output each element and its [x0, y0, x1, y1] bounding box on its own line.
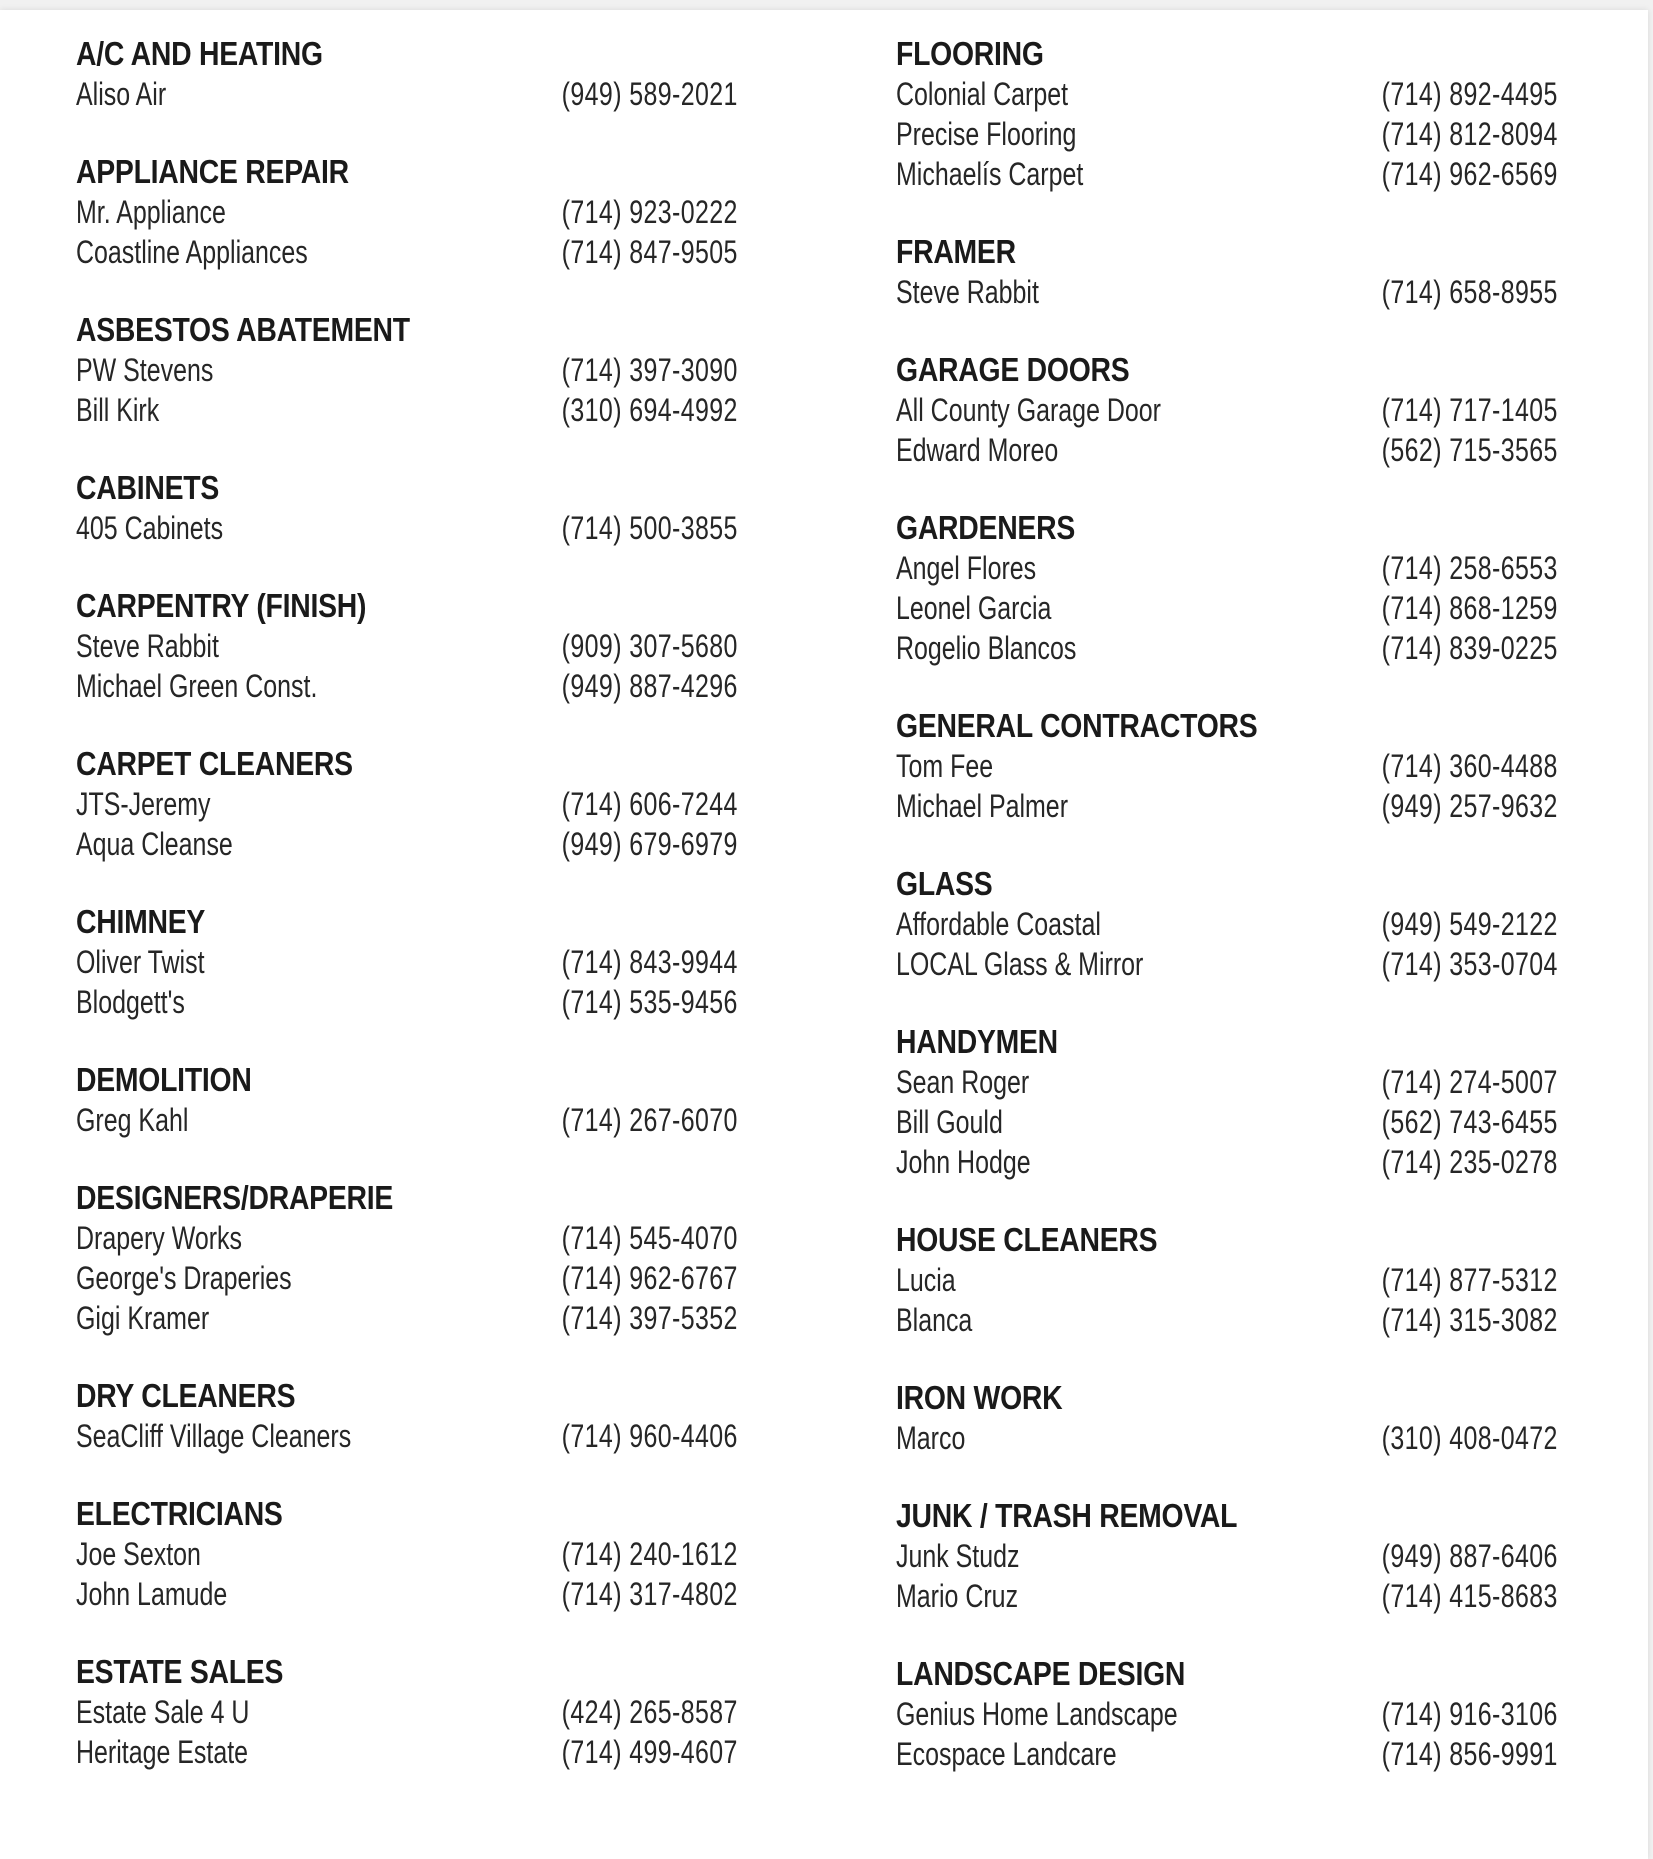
contact-entry: [76, 1574, 738, 1614]
contact-phone: (949) 589-2021: [561, 76, 738, 112]
contact-name: John Lamude: [76, 1576, 228, 1612]
contact-entry: [896, 1300, 1558, 1340]
contact-name: Aliso Air: [76, 76, 167, 112]
contact-entry: [896, 390, 1558, 430]
category-title: HANDYMEN: [896, 1023, 1058, 1060]
contact-entry: [76, 1298, 738, 1338]
category-title: CARPET CLEANERS: [76, 745, 353, 782]
category-title: IRON WORK: [896, 1379, 1063, 1416]
contact-name: Steve Rabbit: [896, 274, 1039, 310]
category-title: FRAMER: [896, 233, 1016, 270]
contact-entry: [76, 74, 738, 114]
directory-page: [0, 10, 1648, 1859]
contact-phone: (714) 960-4406: [561, 1418, 738, 1454]
category-section: [896, 864, 1558, 984]
category-title: ESTATE SALES: [76, 1653, 284, 1690]
category-title: GENERAL CONTRACTORS: [896, 707, 1258, 744]
contact-phone: (714) 877-5312: [1381, 1262, 1558, 1298]
category-section: [896, 1378, 1558, 1458]
contact-entry: [76, 192, 738, 232]
contact-entry: [896, 746, 1558, 786]
contact-entry: [76, 1416, 738, 1456]
contact-name: Tom Fee: [896, 748, 994, 784]
contact-entry: [896, 1142, 1558, 1182]
category-title: ASBESTOS ABATEMENT: [76, 311, 410, 348]
contact-name: Mr. Appliance: [76, 194, 226, 230]
contact-phone: (714) 606-7244: [561, 786, 738, 822]
contact-phone: (714) 397-5352: [561, 1300, 738, 1336]
contact-entry: [896, 1418, 1558, 1458]
category-title: CARPENTRY (FINISH): [76, 587, 367, 624]
contact-name: Affordable Coastal: [896, 906, 1101, 942]
contact-phone: (714) 315-3082: [1381, 1302, 1558, 1338]
contact-entry: [76, 784, 738, 824]
contact-entry: [76, 1534, 738, 1574]
contact-phone: (714) 916-3106: [1381, 1696, 1558, 1732]
contact-phone: (909) 307-5680: [561, 628, 738, 664]
contact-phone: (949) 549-2122: [1381, 906, 1558, 942]
contact-entry: [896, 628, 1558, 668]
category-section: [896, 706, 1558, 826]
contact-name: Coastline Appliances: [76, 234, 308, 270]
contact-name: Michaelís Carpet: [896, 156, 1084, 192]
contact-phone: (949) 679-6979: [561, 826, 738, 862]
contact-phone: (714) 545-4070: [561, 1220, 738, 1256]
contact-name: 405 Cabinets: [76, 510, 224, 546]
contact-name: Estate Sale 4 U: [76, 1694, 250, 1730]
contact-entry: [76, 1218, 738, 1258]
category-section: [76, 310, 738, 430]
contact-name: Mario Cruz: [896, 1578, 1019, 1614]
contact-entry: [76, 508, 738, 548]
category-title: GARAGE DOORS: [896, 351, 1130, 388]
contact-name: Colonial Carpet: [896, 76, 1069, 112]
contact-name: Gigi Kramer: [76, 1300, 210, 1336]
contact-name: JTS-Jeremy: [76, 786, 211, 822]
contact-phone: (714) 868-1259: [1381, 590, 1558, 626]
contact-name: Junk Studz: [896, 1538, 1020, 1574]
contact-name: Steve Rabbit: [76, 628, 219, 664]
contact-name: Blodgett's: [76, 984, 185, 1020]
contact-entry: [896, 588, 1558, 628]
contact-phone: (714) 839-0225: [1381, 630, 1558, 666]
contact-name: All County Garage Door: [896, 392, 1161, 428]
category-section: [76, 1376, 738, 1456]
contact-entry: [76, 390, 738, 430]
category-title: LANDSCAPE DESIGN: [896, 1655, 1186, 1692]
contact-phone: (714) 856-9991: [1381, 1736, 1558, 1772]
category-title: CHIMNEY: [76, 903, 206, 940]
contact-phone: (714) 267-6070: [561, 1102, 738, 1138]
category-section: [896, 508, 1558, 668]
contact-entry: [76, 982, 738, 1022]
contact-entry: [896, 114, 1558, 154]
contact-name: Blanca: [896, 1302, 973, 1338]
contact-entry: [76, 824, 738, 864]
contact-name: Edward Moreo: [896, 432, 1059, 468]
contact-name: Bill Kirk: [76, 392, 160, 428]
contact-phone: (714) 317-4802: [561, 1576, 738, 1612]
contact-name: Michael Green Const.: [76, 668, 318, 704]
category-section: [76, 1060, 738, 1140]
contact-entry: [76, 626, 738, 666]
contact-phone: (714) 500-3855: [561, 510, 738, 546]
contact-name: SeaCliff Village Cleaners: [76, 1418, 352, 1454]
category-title: HOUSE CLEANERS: [896, 1221, 1158, 1258]
contact-name: Genius Home Landscape: [896, 1696, 1178, 1732]
category-section: [896, 350, 1558, 470]
contact-phone: (949) 887-6406: [1381, 1538, 1558, 1574]
contact-phone: (714) 353-0704: [1381, 946, 1558, 982]
contact-phone: (714) 397-3090: [561, 352, 738, 388]
left-column: [76, 34, 738, 1810]
contact-phone: (714) 535-9456: [561, 984, 738, 1020]
category-section: [76, 586, 738, 706]
contact-name: Lucia: [896, 1262, 956, 1298]
contact-phone: (714) 962-6767: [561, 1260, 738, 1296]
category-section: [896, 1496, 1558, 1616]
category-title: ELECTRICIANS: [76, 1495, 283, 1532]
contact-entry: [896, 1536, 1558, 1576]
contact-phone: (424) 265-8587: [561, 1694, 738, 1730]
contact-name: Drapery Works: [76, 1220, 242, 1256]
category-section: [76, 744, 738, 864]
contact-phone: (714) 499-4607: [561, 1734, 738, 1770]
contact-phone: (310) 694-4992: [561, 392, 738, 428]
contact-entry: [896, 1694, 1558, 1734]
category-section: [76, 1652, 738, 1772]
contact-entry: [896, 548, 1558, 588]
category-title: A/C AND HEATING: [76, 35, 323, 72]
contact-entry: [76, 1692, 738, 1732]
contact-entry: [76, 350, 738, 390]
contact-entry: [896, 74, 1558, 114]
contact-name: Rogelio Blancos: [896, 630, 1077, 666]
category-title: APPLIANCE REPAIR: [76, 153, 349, 190]
contact-phone: (562) 743-6455: [1381, 1104, 1558, 1140]
category-title: DEMOLITION: [76, 1061, 252, 1098]
category-title: GARDENERS: [896, 509, 1076, 546]
contact-phone: (714) 843-9944: [561, 944, 738, 980]
contact-phone: (714) 892-4495: [1381, 76, 1558, 112]
contact-name: Joe Sexton: [76, 1536, 201, 1572]
category-section: [76, 902, 738, 1022]
contact-phone: (714) 240-1612: [561, 1536, 738, 1572]
category-section: [76, 1178, 738, 1338]
contact-entry: [76, 1732, 738, 1772]
category-section: [76, 468, 738, 548]
category-section: [896, 34, 1558, 194]
contact-phone: (949) 257-9632: [1381, 788, 1558, 824]
contact-name: John Hodge: [896, 1144, 1031, 1180]
contact-phone: (714) 923-0222: [561, 194, 738, 230]
contact-phone: (714) 258-6553: [1381, 550, 1558, 586]
contact-phone: (714) 235-0278: [1381, 1144, 1558, 1180]
contact-phone: (714) 274-5007: [1381, 1064, 1558, 1100]
contact-entry: [896, 904, 1558, 944]
contact-name: Sean Roger: [896, 1064, 1030, 1100]
category-title: DRY CLEANERS: [76, 1377, 296, 1414]
contact-entry: [76, 1258, 738, 1298]
contact-phone: (714) 717-1405: [1381, 392, 1558, 428]
contact-phone: (714) 658-8955: [1381, 274, 1558, 310]
category-section: [76, 152, 738, 272]
right-column: [896, 34, 1558, 1812]
contact-name: Ecospace Landcare: [896, 1736, 1117, 1772]
category-title: DESIGNERS/DRAPERIE: [76, 1179, 394, 1216]
category-title: GLASS: [896, 865, 993, 902]
contact-entry: [896, 786, 1558, 826]
contact-entry: [76, 666, 738, 706]
contact-name: Michael Palmer: [896, 788, 1069, 824]
contact-name: Precise Flooring: [896, 116, 1077, 152]
category-section: [896, 1220, 1558, 1340]
contact-name: Leonel Garcia: [896, 590, 1052, 626]
contact-name: PW Stevens: [76, 352, 214, 388]
contact-entry: [76, 942, 738, 982]
contact-entry: [896, 1102, 1558, 1142]
contact-entry: [896, 430, 1558, 470]
contact-name: Angel Flores: [896, 550, 1037, 586]
contact-name: Oliver Twist: [76, 944, 205, 980]
contact-entry: [76, 1100, 738, 1140]
contact-phone: (714) 847-9505: [561, 234, 738, 270]
contact-name: Aqua Cleanse: [76, 826, 233, 862]
contact-name: LOCAL Glass & Mirror: [896, 946, 1144, 982]
contact-entry: [896, 154, 1558, 194]
contact-name: Greg Kahl: [76, 1102, 189, 1138]
category-section: [896, 1022, 1558, 1182]
category-title: CABINETS: [76, 469, 220, 506]
contact-phone: (714) 962-6569: [1381, 156, 1558, 192]
contact-name: Bill Gould: [896, 1104, 1003, 1140]
contact-name: Marco: [896, 1420, 966, 1456]
contact-phone: (714) 360-4488: [1381, 748, 1558, 784]
category-section: [76, 34, 738, 114]
contact-entry: [896, 1734, 1558, 1774]
contact-phone: (310) 408-0472: [1381, 1420, 1558, 1456]
contact-phone: (714) 812-8094: [1381, 116, 1558, 152]
contact-name: George's Draperies: [76, 1260, 292, 1296]
category-section: [896, 1654, 1558, 1774]
contact-entry: [76, 232, 738, 272]
contact-phone: (714) 415-8683: [1381, 1578, 1558, 1614]
contact-entry: [896, 1260, 1558, 1300]
contact-entry: [896, 1576, 1558, 1616]
category-title: FLOORING: [896, 35, 1044, 72]
category-section: [76, 1494, 738, 1614]
contact-entry: [896, 1062, 1558, 1102]
contact-phone: (949) 887-4296: [561, 668, 738, 704]
category-section: [896, 232, 1558, 312]
contact-phone: (562) 715-3565: [1381, 432, 1558, 468]
contact-entry: [896, 944, 1558, 984]
contact-name: Heritage Estate: [76, 1734, 249, 1770]
contact-entry: [896, 272, 1558, 312]
category-title: JUNK / TRASH REMOVAL: [896, 1497, 1238, 1534]
